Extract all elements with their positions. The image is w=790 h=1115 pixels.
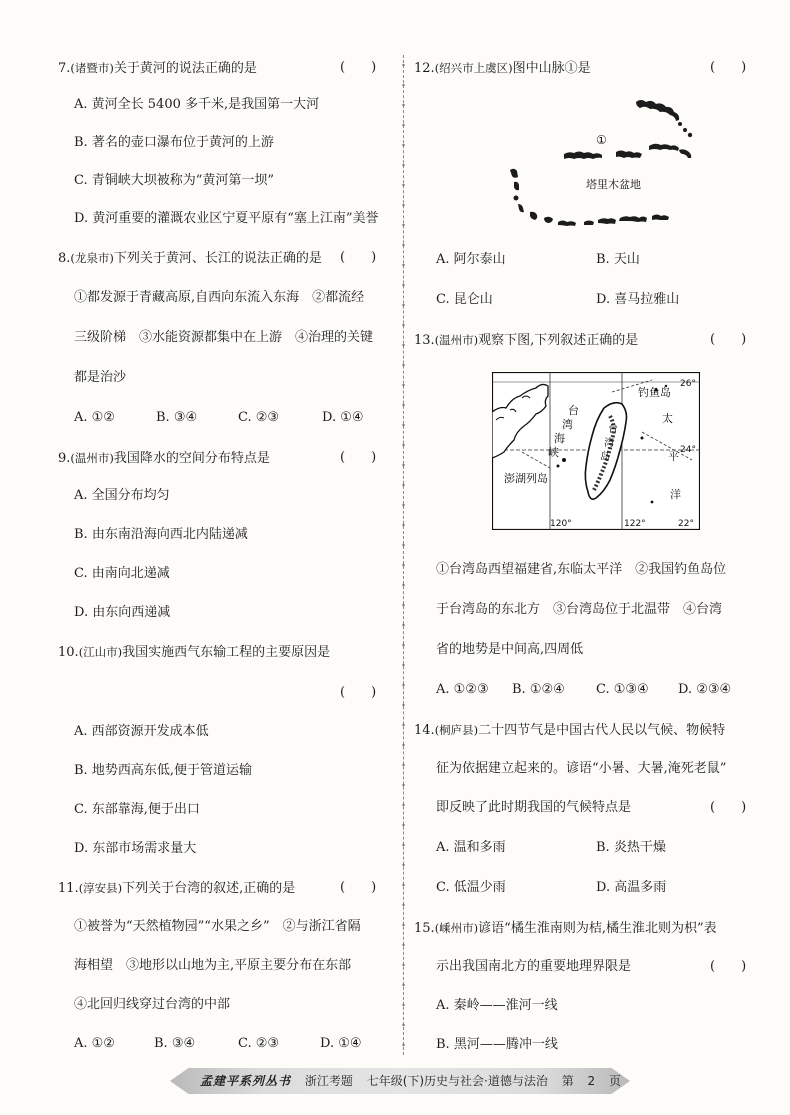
option-a: A. ①② [74,1036,115,1051]
option-b: B. 天山 [596,252,640,267]
answer-paren: ( ) [340,60,377,75]
label-strait-1: 台 [568,404,579,417]
option-a: A. 黄河全长 5400 多千米,是我国第一大河 [74,97,320,112]
answer-paren: ( ) [710,959,747,974]
mountain-range-1 [564,144,691,159]
label-island-3: 岛 [600,452,610,463]
option-c: C. ①③④ [596,682,649,697]
label-strait-3: 海 [554,432,565,445]
label-lat-22: 22° [678,519,694,529]
option-d: D. 黄河重要的灌溉农业区宁夏平原有“塞上江南”美誉 [74,211,379,226]
option-d: D. 高温多雨 [596,880,667,895]
option-a: A. 温和多雨 [436,840,506,855]
tarim-basin-map [494,94,704,234]
option-b: B. ①②④ [512,682,565,697]
option-a: A. 全国分布均匀 [74,488,170,503]
statement-line: ①台湾岛西望福建省,东临太平洋 ②我国钓鱼岛位 [436,562,727,577]
statement-line: 三级阶梯 ③水能资源都集中在上游 ④治理的关键 [74,330,374,345]
label-island-2: 湾 [604,438,614,449]
question-12-stem: 12.(绍兴市上虞区)图中山脉①是 [414,61,591,76]
answer-paren: ( ) [710,60,747,75]
taiwan-map [492,372,700,530]
statement-line: ④北回归线穿过台湾的中部 [74,997,231,1012]
column-divider-dots [400,55,407,1055]
option-a: A. 西部资源开发成本低 [74,724,209,739]
option-b: B. ③④ [154,1036,196,1051]
label-penghu: 澎湖列岛 [504,472,548,485]
option-c: C. 东部靠海,便于出口 [74,802,200,817]
option-d: D. 东部市场需求量大 [74,841,197,856]
option-b: B. 黑河——腾冲一线 [436,1037,558,1052]
option-c: C. ②③ [238,1036,280,1051]
footer-book: 浙江考题 [304,1074,353,1088]
option-c: C. 由南向北递减 [74,566,170,581]
question-14-line-2: 征为依据建立起来的。谚语“小暑、大暑,淹死老鼠” [436,761,727,776]
option-a: A. ①② [74,410,115,425]
statement-line: 都是治沙 [74,370,127,385]
map-label-number: ① [596,133,607,147]
label-lat-24: 24° [680,445,696,455]
label-island-1: 台 [608,424,618,435]
label-diaoyu: 钓鱼岛 [638,386,671,399]
option-d: D. 喜马拉雅山 [596,292,680,307]
footer-grade: 七年级(下)历史与社会·道德与法治 [366,1074,548,1088]
option-b: B. 炎热干燥 [596,840,666,855]
answer-paren: ( ) [340,250,377,265]
question-7-stem: 7.(诸暨市)关于黄河的说法正确的是 [58,61,257,76]
question-14-line-3: 即反映了此时期我国的气候特点是 [436,800,632,815]
answer-paren: ( ) [710,800,747,815]
label-ocean-3: 洋 [670,488,681,501]
mountain-range-north [636,100,692,137]
option-d: D. ②③④ [678,682,732,697]
answer-paren: ( ) [340,880,377,895]
option-c: C. 低温少雨 [436,880,506,895]
footer [200,1072,622,1090]
option-a: A. 秦岭——淮河一线 [436,998,558,1013]
question-11-stem: 11.(淳安县)下列关于台湾的叙述,正确的是 [58,881,296,896]
option-b: B. ③④ [156,410,198,425]
label-lon-120: 120° [550,519,572,529]
answer-paren: ( ) [340,450,377,465]
option-c: C. 青铜峡大坝被称为“黄河第一坝” [74,173,275,188]
map-label-basin: 塔里木盆地 [586,178,641,191]
option-a: A. 阿尔泰山 [436,252,506,267]
question-15-stem: 15.(嵊州市)谚语“橘生淮南则为桔,橘生淮北则为枳”表 [414,921,717,936]
statement-line: 于台湾岛的东北方 ③台湾岛位于北温带 ④台湾 [436,602,723,617]
option-b: B. 地势西高东低,便于管道运输 [74,763,252,778]
option-c: C. 昆仑山 [436,292,493,307]
statement-line: ①被誉为“天然植物园”“水果之乡” ②与浙江省隔 [74,919,361,934]
option-d: D. ①④ [320,1036,362,1051]
label-strait-2: 湾 [562,418,573,431]
label-lat-26: 26° [680,379,696,389]
statement-line: ①都发源于青藏高原,自西向东流入东海 ②都流经 [74,290,365,305]
question-15-line-2: 示出我国南北方的重要地理界限是 [436,959,632,974]
question-13-stem: 13.(温州市)观察下图,下列叙述正确的是 [414,333,639,348]
label-strait-4: 峡 [548,446,559,459]
answer-paren: ( ) [340,685,377,700]
label-ocean-1: 太 [662,412,673,425]
option-a: A. ①②③ [436,682,489,697]
option-d: D. 由东向西递减 [74,605,171,620]
option-c: C. ②③ [238,410,280,425]
question-10-stem: 10.(江山市)我国实施西气东输工程的主要原因是 [58,645,331,660]
answer-paren: ( ) [710,332,747,347]
footer-series: 孟建平系列丛书 [200,1074,292,1088]
question-8-stem: 8.(龙泉市)下列关于黄河、长江的说法正确的是 [58,251,322,266]
option-b: B. 由东南沿海向西北内陆递减 [74,527,248,542]
question-9-stem: 9.(温州市)我国降水的空间分布特点是 [58,451,270,466]
option-b: B. 著名的壶口瀑布位于黄河的上游 [74,135,274,150]
label-ocean-2: 平 [668,450,679,463]
footer-page: 第 2 页 [561,1074,622,1088]
statement-line: 省的地势是中间高,四周低 [436,642,584,657]
option-d: D. ①④ [322,410,364,425]
label-lon-122: 122° [624,519,646,529]
statement-line: 海相望 ③地形以山地为主,平原主要分布在东部 [74,958,352,973]
question-14-stem: 14.(桐庐县)二十四节气是中国古代人民以气候、物候特 [414,723,726,738]
